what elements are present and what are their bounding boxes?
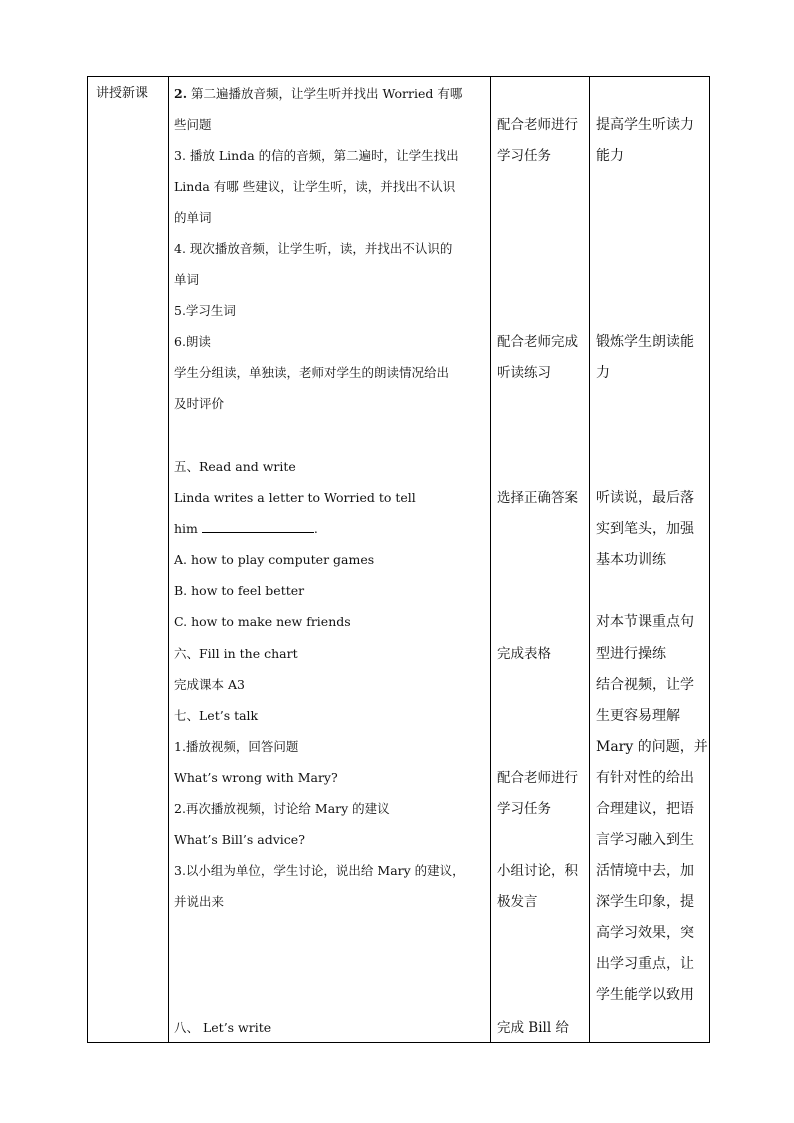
procedure-line: 的单词	[174, 210, 212, 225]
option-c: C. how to make new friends	[174, 614, 351, 629]
section-heading: 六、Fill in the chart	[174, 646, 298, 661]
activity-line: 极发言	[497, 894, 538, 910]
intent-line: 提高学生听读力	[596, 117, 694, 133]
procedure-line: 1.播放视频，回答问题	[174, 739, 299, 754]
procedure-line: 4. 现次播放音频，让学生听，读，并找出不认识的	[174, 241, 453, 256]
procedure-text: 第二遍播放音频，让学生听并找出 Worried 有哪	[187, 86, 463, 101]
activity-line: 学习任务	[497, 801, 551, 817]
stage-cell	[88, 77, 169, 1043]
procedure-line: 学生分组读，单独读，老师对学生的朗读情况给出	[174, 365, 450, 380]
procedure-line: 及时评价	[174, 396, 225, 411]
intent-line: 高学习效果，突	[596, 925, 694, 941]
activity-line: 听读练习	[497, 365, 551, 381]
activity-line: 学习任务	[497, 148, 551, 164]
intent-line: 实到笔头，加强	[596, 521, 694, 537]
activity-line: 完成表格	[497, 646, 551, 662]
intent-line: 能力	[596, 148, 624, 164]
procedure-cell	[169, 77, 491, 1043]
procedure-line: 5.学习生词	[174, 303, 236, 318]
table-row	[88, 77, 710, 1043]
intent-line: 生更容易理解	[596, 708, 680, 724]
blank-prefix: him	[174, 521, 198, 536]
option-a: A. how to play computer games	[174, 552, 375, 567]
intent-line: 合理建议，把语	[596, 801, 694, 817]
procedure-line: Linda 有哪 些建议，让学生听，读，并找出不认识	[174, 179, 456, 194]
intent-line: 听读说，最后落	[596, 490, 694, 506]
intent-line: 锻炼学生朗读能	[596, 334, 694, 350]
intent-line: 深学生印象，提	[596, 894, 694, 910]
intent-line: 言学习融入到生	[596, 832, 694, 848]
intent-line: 力	[596, 365, 610, 381]
procedure-line: What’s Bill’s advice?	[174, 832, 305, 847]
intent-line: 结合视频，让学	[596, 677, 694, 693]
section-heading: 八、 Let’s write	[174, 1020, 272, 1035]
activity-line: 配合老师完成	[497, 334, 578, 350]
procedure-line: 3. 播放 Linda 的信的音频，第二遍时，让学生找出	[174, 148, 459, 163]
procedure-line: 3.以小组为单位，学生讨论，说出给 Mary 的建议，	[174, 863, 465, 878]
activity-line: 配合老师进行	[497, 770, 578, 786]
procedure-line: 并说出来	[174, 894, 225, 909]
activity-line: 选择正确答案	[497, 490, 578, 506]
procedure-line: 6.朗读	[174, 334, 211, 349]
activity-line: 完成 Bill 给	[497, 1020, 569, 1036]
procedure-line	[174, 84, 462, 104]
answer-blank	[202, 519, 314, 533]
step-number: 2.	[174, 86, 188, 101]
procedure-line: Linda writes a letter to Worried to tell	[174, 490, 416, 505]
procedure-line	[174, 519, 318, 539]
intent-line: 基本功训练	[596, 552, 666, 568]
intent-line: Mary 的问题，并	[596, 739, 708, 755]
procedure-line: What’s wrong with Mary?	[174, 770, 338, 785]
procedure-line: 单词	[174, 272, 200, 287]
intent-line: 有针对性的给出	[596, 770, 694, 786]
option-b: B. how to feel better	[174, 583, 305, 598]
activity-line: 配合老师进行	[497, 117, 578, 133]
section-heading: 五、Read and write	[174, 459, 296, 474]
intent-line: 学生能学以致用	[596, 987, 694, 1003]
intent-line: 对本节课重点句	[596, 614, 694, 630]
stage-label: 讲授新课	[96, 86, 149, 101]
lesson-plan-table	[87, 76, 710, 1043]
activity-line: 小组讨论，积	[497, 863, 578, 879]
design-intent-cell	[590, 77, 710, 1043]
procedure-line: 2.再次播放视频，讨论给 Mary 的建议	[174, 801, 390, 816]
procedure-line: 些问题	[174, 117, 212, 132]
section-heading: 七、Let’s talk	[174, 708, 259, 723]
intent-line: 活情境中去，加	[596, 863, 694, 879]
intent-line: 出学习重点，让	[596, 956, 694, 972]
procedure-line: 完成课本 A3	[174, 677, 245, 692]
blank-suffix: .	[313, 521, 318, 536]
student-activity-cell	[491, 77, 590, 1043]
intent-line: 型进行操练	[596, 646, 666, 662]
